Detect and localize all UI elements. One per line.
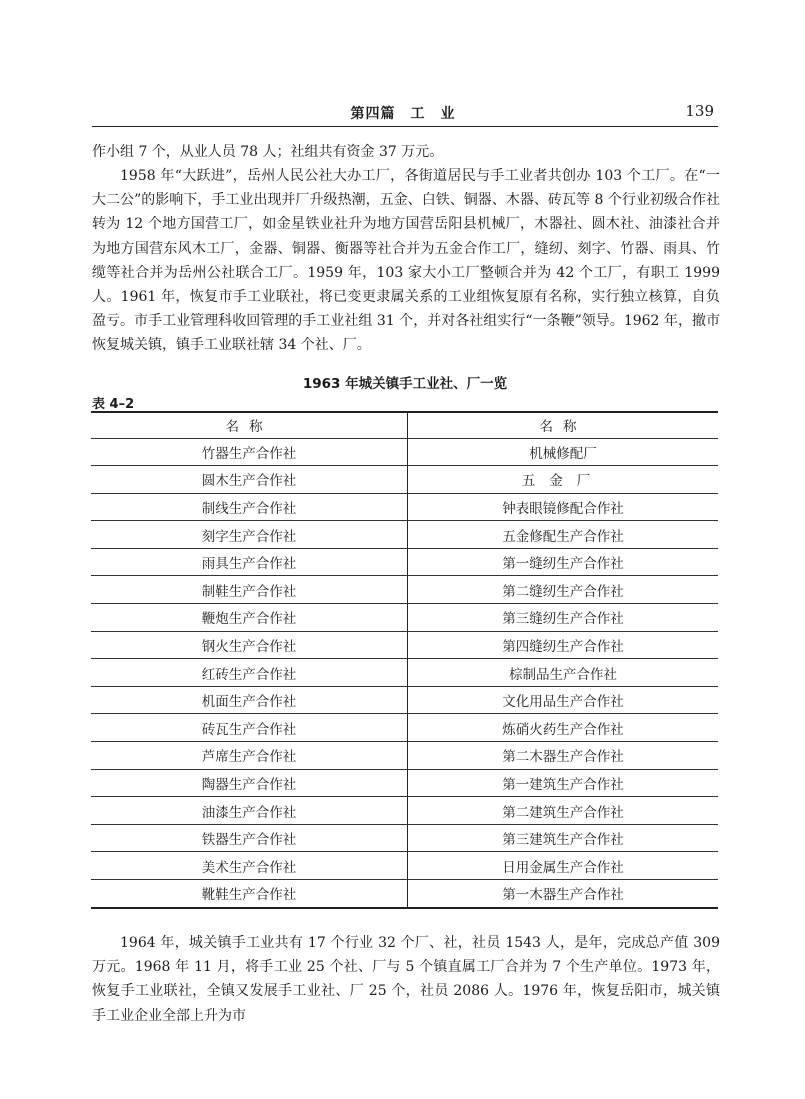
workshop-table: [91, 411, 718, 909]
table-row: [91, 548, 718, 576]
cooperative-name-cell: 红砖生产合作社: [91, 659, 408, 687]
cooperative-name-cell: 砖瓦生产合作社: [91, 714, 408, 742]
factory-name-cell: 第一木器生产合作社: [408, 880, 719, 908]
cooperative-name-cell: 油漆生产合作社: [91, 797, 408, 825]
paragraph-2: 1958 年“大跃进”，岳州人民公社大办工厂，各街道居民与手工业者共创办 103 个工厂。在“一大二公”的影响下，手工业出现并厂升级热潮，五金、白铁、铜器、木器、砖瓦等 8 个行业初级合作社转为 12 个地方国营工厂，如金星铁业社升为地方国营岳阳县机械厂，木器社、圆木社、油漆社合并为地方国营东风木工厂，金器、铜器、衡器等社合并为五金合作工厂，缝纫、刻字、竹器、雨具、竹缆等社合并为岳州公社联合工厂。1959 年，103 家大小工厂整顿合并为 42 个工厂，有职工 1999 人。1961 年，恢复市手工业联社，将已变更隶属关系的工业组恢复原有名称，实行独立核算，自负盈亏。市手工业管理科收回管理的手工业社组 31 个，并对各社组实行“一条鞭”领导。1962 年，撤市恢复城关镇，镇手工业联社辖 34 个社、厂。: [92, 168, 720, 354]
cooperative-name-cell: 芦席生产合作社: [91, 742, 408, 770]
cooperative-name-cell: 圆木生产合作社: [91, 466, 408, 494]
table-title: 1963 年城关镇手工业社、厂一览: [302, 376, 508, 392]
factory-name-cell: 五金厂: [408, 466, 719, 494]
factory-name-cell: 第四缝纫生产合作社: [408, 631, 719, 659]
table-row: [91, 521, 718, 549]
running-header: [88, 100, 718, 122]
table-body: [91, 438, 718, 908]
paragraph-3: 1964 年，城关镇手工业共有 17 个行业 32 个厂、社，社员 1543 人，是年，完成总产值 309 万元。1968 年 11 月，将手工业 25 个社、厂与 5 个镇直属工厂合并为 7 个生产单位。1973 年，恢复手工业联社，全镇又发展手工业社、厂 25 个，社员 2086 人。1976 年，恢复岳阳市，城关镇手工业企业全部上升为市: [92, 935, 720, 1024]
table-row: [91, 880, 718, 908]
table-row: [91, 852, 718, 880]
table-row: [91, 769, 718, 797]
page-number: 139: [685, 102, 714, 120]
cooperative-name-cell: 雨具生产合作社: [91, 548, 408, 576]
cooperative-name-cell: 靴鞋生产合作社: [91, 880, 408, 908]
factory-name-cell: 第一缝纫生产合作社: [408, 548, 719, 576]
table-label: 表 4–2: [92, 397, 135, 412]
cooperative-name-cell: 鞭炮生产合作社: [91, 604, 408, 632]
table-row: [91, 438, 718, 466]
table-header-row: [91, 412, 718, 438]
cooperative-name-cell: 制线生产合作社: [91, 493, 408, 521]
table-row: [91, 493, 718, 521]
cooperative-name-cell: 钢火生产合作社: [91, 631, 408, 659]
factory-name-cell: 日用金属生产合作社: [408, 852, 719, 880]
header-rule: [92, 126, 718, 127]
cooperative-name-cell: 陶器生产合作社: [91, 769, 408, 797]
factory-name-cell: 棕制品生产合作社: [408, 659, 719, 687]
cooperative-name-cell: 铁器生产合作社: [91, 824, 408, 852]
table-row: [91, 742, 718, 770]
cooperative-name-cell: 刻字生产合作社: [91, 521, 408, 549]
table-row: [91, 714, 718, 742]
section-title: 第四篇 工 业: [350, 106, 456, 122]
factory-name-cell: 第二缝纫生产合作社: [408, 576, 719, 604]
factory-name-cell: 第二建筑生产合作社: [408, 797, 719, 825]
table-row: [91, 686, 718, 714]
factory-name-cell: 第三缝纫生产合作社: [408, 604, 719, 632]
factory-name-cell: 钟表眼镜修配合作社: [408, 493, 719, 521]
cooperative-name-cell: 机面生产合作社: [91, 686, 408, 714]
factory-name-cell: 第三建筑生产合作社: [408, 824, 719, 852]
table-row: [91, 604, 718, 632]
table-row: [91, 659, 718, 687]
table-row: [91, 797, 718, 825]
table-row: [91, 631, 718, 659]
cooperative-name-cell: 竹器生产合作社: [91, 438, 408, 466]
column-header: 名称: [91, 412, 408, 438]
factory-name-cell: 第一建筑生产合作社: [408, 769, 719, 797]
paragraph-1: 作小组 7 个，从业人员 78 人；社组共有资金 37 万元。: [92, 144, 444, 160]
factory-name-cell: 第二木器生产合作社: [408, 742, 719, 770]
factory-name-cell: 机械修配厂: [408, 438, 719, 466]
table-row: [91, 824, 718, 852]
cooperative-name-cell: 制鞋生产合作社: [91, 576, 408, 604]
column-header: 名称: [408, 412, 719, 438]
factory-name-cell: 文化用品生产合作社: [408, 686, 719, 714]
cooperative-name-cell: 美术生产合作社: [91, 852, 408, 880]
table-row: [91, 466, 718, 494]
factory-name-cell: 五金修配生产合作社: [408, 521, 719, 549]
table-row: [91, 576, 718, 604]
factory-name-cell: 炼硝火药生产合作社: [408, 714, 719, 742]
